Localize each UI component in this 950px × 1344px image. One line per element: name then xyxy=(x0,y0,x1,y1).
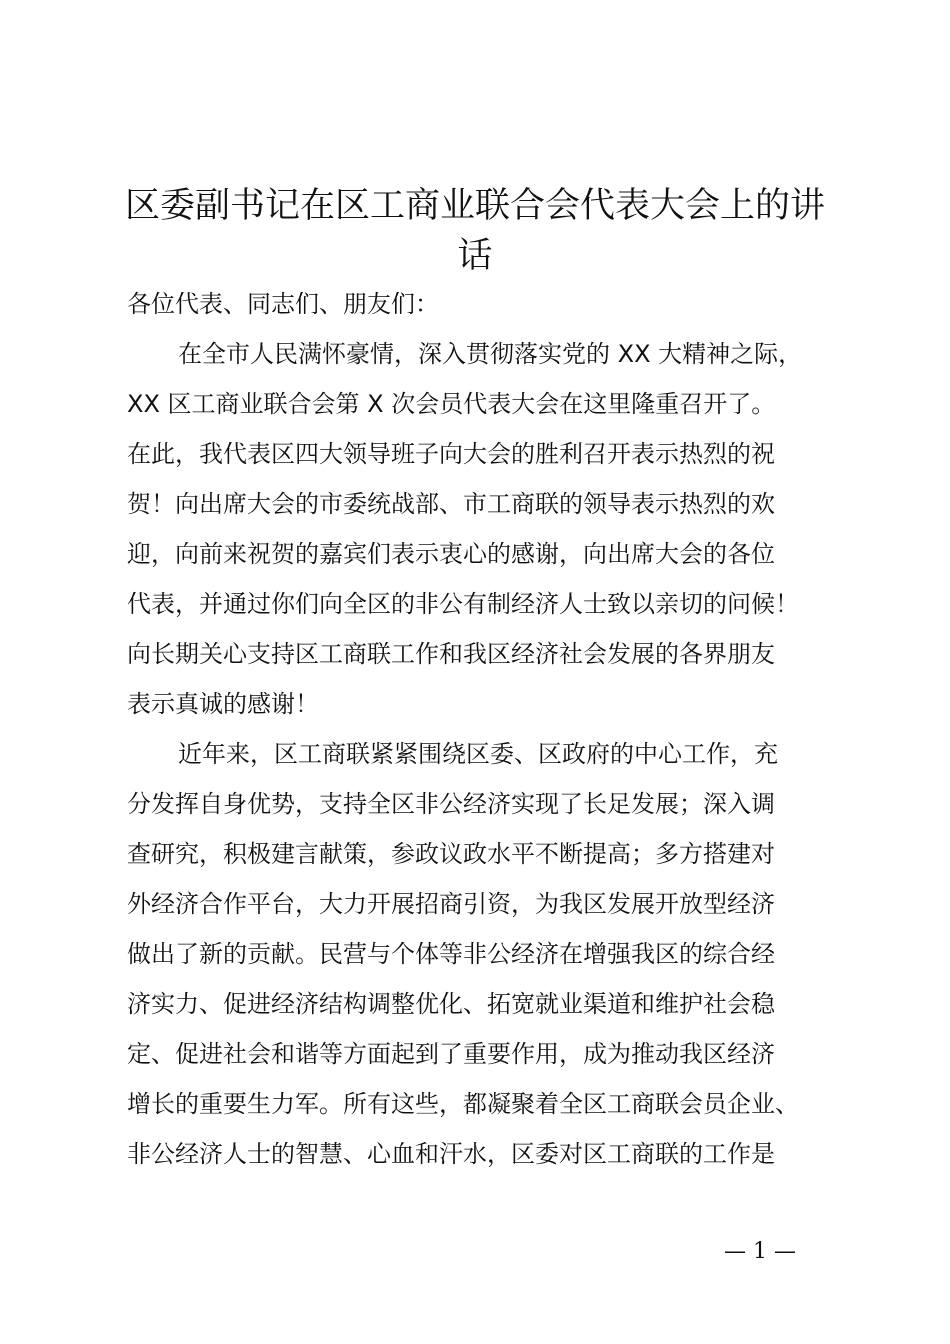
page-number: — 1 — xyxy=(724,1239,796,1264)
paragraph-1-line-8: 表示真诚的感谢！ xyxy=(127,690,319,718)
document-title-line-1: 区委副书记在区工商业联合会代表大会上的讲 xyxy=(124,186,825,226)
paragraph-1-line-6: 代表，并通过你们向全区的非公有制经济人士致以亲切的问候！ xyxy=(127,590,799,618)
paragraph-2-line-5: 做出了新的贡献。民营与个体等非公经济在增强我区的综合经 xyxy=(127,940,775,968)
paragraph-2-line-7: 定、促进社会和谐等方面起到了重要作用，成为推动我区经济 xyxy=(127,1040,775,1068)
paragraph-2-line-1: 近年来，区工商联紧紧围绕区委、区政府的中心工作，充 xyxy=(178,740,778,768)
paragraph-2-line-6: 济实力、促进经济结构调整优化、拓宽就业渠道和维护社会稳 xyxy=(127,990,775,1018)
paragraph-1-line-1: 在全市人民满怀豪情，深入贯彻落实党的 XX 大精神之际， xyxy=(178,340,803,368)
paragraph-2-line-4: 外经济合作平台，大力开展招商引资，为我区发展开放型经济 xyxy=(127,890,775,918)
paragraph-1-line-4: 贺！向出席大会的市委统战部、市工商联的领导表示热烈的欢 xyxy=(127,490,775,518)
document-title-line-2: 话 xyxy=(457,236,493,276)
salutation: 各位代表、同志们、朋友们： xyxy=(127,290,439,318)
paragraph-2-line-2: 分发挥自身优势，支持全区非公经济实现了长足发展；深入调 xyxy=(127,790,775,818)
paragraph-2-line-3: 查研究，积极建言献策，参政议政水平不断提高；多方搭建对 xyxy=(127,840,775,868)
paragraph-1-line-5: 迎，向前来祝贺的嘉宾们表示衷心的感谢，向出席大会的各位 xyxy=(127,540,775,568)
paragraph-1-line-3: 在此，我代表区四大领导班子向大会的胜利召开表示热烈的祝 xyxy=(127,440,775,468)
paragraph-2-line-8: 增长的重要生力军。所有这些，都凝聚着全区工商联会员企业、 xyxy=(127,1090,799,1118)
paragraph-2-line-9: 非公经济人士的智慧、心血和汗水，区委对区工商联的工作是 xyxy=(127,1140,775,1168)
paragraph-1-line-7: 向长期关心支持区工商联工作和我区经济社会发展的各界朋友 xyxy=(127,640,775,668)
paragraph-1-line-2: XX 区工商业联合会第 X 次会员代表大会在这里隆重召开了。 xyxy=(127,390,776,418)
